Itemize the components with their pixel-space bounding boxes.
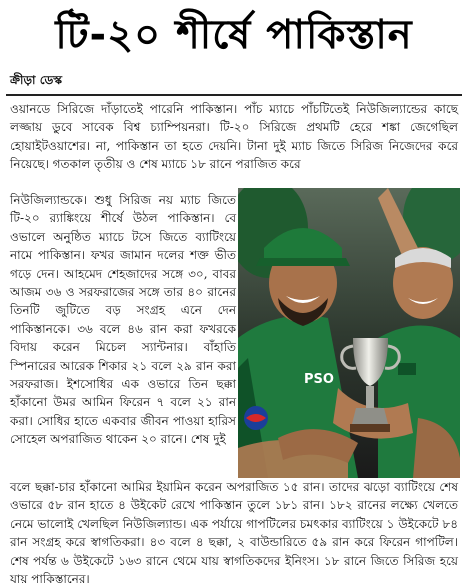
article-paragraph-bottom: বলে ছক্কা-চার হাঁকানো আমির ইয়ামিন করেন অপরাজিত ১৫ রান। তাদের ঝড়ো ব্যাটিংয়ে শেষ ওভারে ৫৮ রান হাতে ৪ উইকেট রেখে পাকিস্তান তুলে ১৮১ রান। ১৮২ রানের লক্ষ্যে খেলতে নেমে ভালোই খেলছিল নিউজিল্যান্ড। এক পর্যায়ে গাপটিলের চমৎকার ব্যাটিংয়ে ১ উইকেটে ৮৪ রান সংগ্রহ করে স্বাগতিকরা। ৪৩ বলে ৪ ছক্কা, ২ বাউন্ডারিতে ৫৯ রান করে ফিরেন গাপটিল। শেষ পর্যন্ত ৬ উইকেটে ১৬৩ রানে থেমে যায় স্বাগতিকদের ইনিংস। ১৮ রানে জিতে সিরিজ হয়ে যায় পাকিস্তানের। (10, 480, 458, 587)
byline: ক্রীড়া ডেস্ক (10, 73, 63, 87)
article-paragraph-top: ওয়ানডে সিরিজে দাঁড়াতেই পারেনি পাকিস্তান। পাঁচ ম্যাচে পাঁচটিতেই নিউজিল্যান্ডের কাছে লজ্জায় ডুবে সাবেক বিশ্ব চ্যাম্পিয়নরা। টি-২০ সিরিজে প্রথমটি হেরে শঙ্কা জেগেছিল হোয়াইটওয়াশের। না, পাকিস্তান তা হতে দেয়নি। টানা দুই ম্যাচ জিতে সিরিজ নিজেদের করে নিয়েছে। গতকাল তৃতীয় ও শেষ ম্যাচে ১৮ রানে পরাজিত করে (10, 102, 458, 172)
divider (6, 94, 462, 96)
celebration-photo-illustration (238, 188, 460, 478)
article-photo (238, 188, 460, 478)
jersey-text: PSO (304, 372, 334, 387)
article-paragraph-column: নিউজিল্যান্ডকে। শুধু সিরিজ নয় ম্যাচ জিতে টি-২০ র‍্যাঙ্কিংয়ে শীর্ষে উঠল পাকিস্তান। বে ওভালে অনুষ্ঠিত ম্যাচে টসে জিতে ব্যাটিংয়ে নামে পাকিস্তান। ফখর জামান দলের শক্ত ভীত গড়ে দেন। আহমেদ শেহজাদের সঙ্গে ৩০, বাবর আজম ৩৬ ও সরফরাজের সঙ্গে তার ৪০ রানের তিনটি জুটিতে বড় সংগ্রহ এনে দেন পাকিস্তানকে। ৩৬ বলে ৪৬ রান করা ফখরকে বিদায় করেন মিচেল স্যান্টনার। বাঁহাতি স্পিনারের আরেক শিকার ২১ বলে ২৯ রান করা সরফরাজ। ইশসোধির এক ওভারে তিন ছক্কা হাঁকানো উমর আমিন ফিরেন ৭ বলে ২১ রান করা। সোধির হাতে একবার জীবন পাওয়া হারিস সোহেল অপরাজিত থাকেন ২০ রানে। শেষ দুই (10, 193, 236, 447)
headline: টি-২০ শীর্ষে পাকিস্তান (55, 11, 413, 58)
